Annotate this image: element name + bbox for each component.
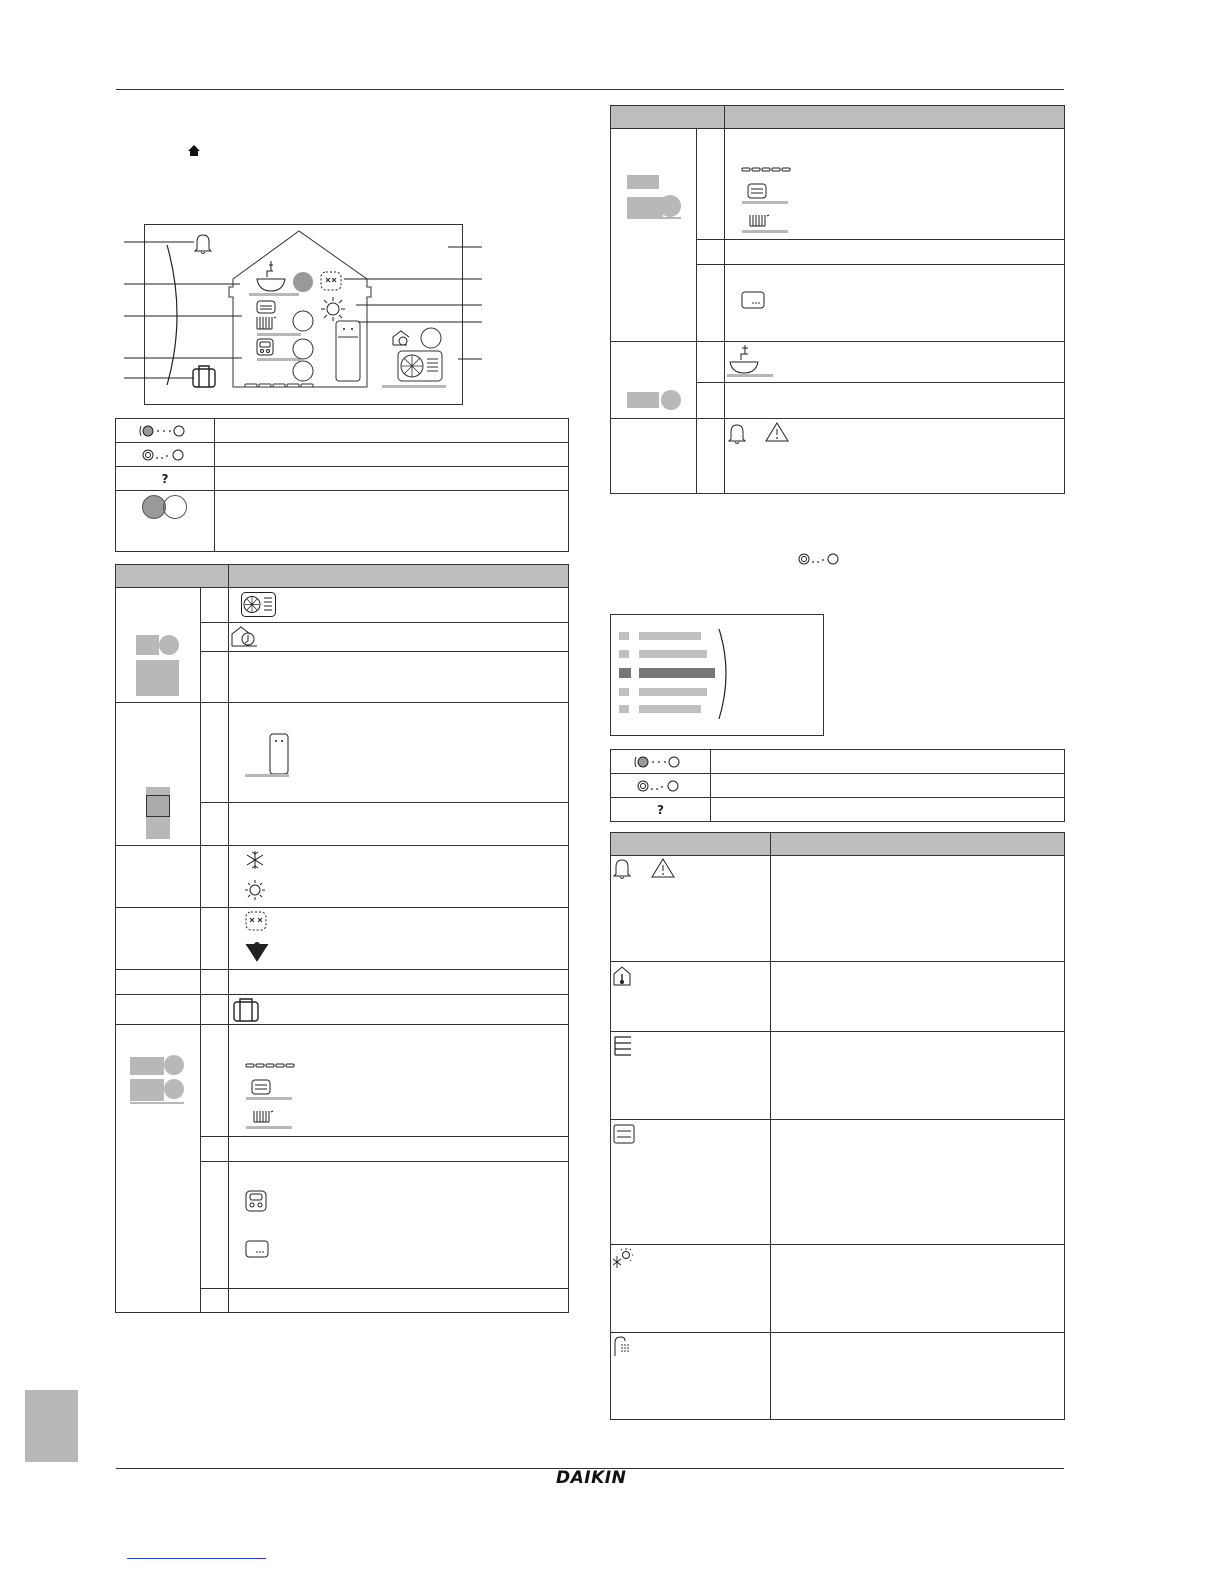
grey-underline [627,217,681,219]
grey-underline [742,201,788,204]
menu-screen-diagram [610,614,824,736]
grey-underline [727,374,773,377]
sun-icon [245,880,265,900]
cooling-heating-cell [229,846,569,908]
underfloor-heating-icon [741,167,791,173]
help-symbol: ? [161,471,169,486]
zone-controllers-cell [229,1162,569,1289]
user-interface-icon [245,1190,267,1212]
fan-coil-icon [747,183,767,199]
rotary-button-icon [635,779,685,793]
group-dhw-cell [611,342,697,419]
grey-block [136,635,159,655]
grey-block [130,1079,164,1101]
grey-circle [159,635,179,655]
zone-emitters-cell [229,1025,569,1137]
legend-rotary-cell [116,443,215,467]
underfloor-heating-icon [245,1063,295,1069]
group-tank-cell [116,703,201,846]
menu-malfunction-cell [611,856,771,962]
dial-icon [633,755,683,769]
grey-block [627,392,659,408]
bell-icon [613,858,631,880]
grey-circle [659,195,681,217]
grey-block [136,660,179,696]
remote-controller-icon [741,291,765,309]
footer-link-underline[interactable] [127,1558,266,1559]
rotary-button-icon [140,448,190,462]
callout-lines-left [124,230,244,390]
side-tab [25,1390,78,1462]
outdoor-temp-cell [229,623,569,652]
group-zones-cell [116,1025,201,1313]
dhw-tap-cell [725,342,1065,383]
status-table-left [115,564,569,1313]
grey-block [130,1057,164,1075]
grey-circle [164,1079,184,1099]
grey-block [627,175,659,189]
home-icon [188,145,200,156]
grey-underline [245,774,289,777]
menu-room-cell [611,962,771,1032]
menu-main-zone-cell [611,1032,771,1120]
legend-help-cell [611,798,711,822]
grey-underline [130,1102,184,1104]
holiday-cell [229,995,569,1025]
powerful-mode-icon [243,941,271,963]
fan-coil-icon [613,1124,635,1144]
radiator-icon [749,214,771,228]
remote-controller-icon [245,1240,269,1258]
rotary-button-icon [796,552,842,566]
legend-dial-cell [116,419,215,443]
quiet-powerful-cell [229,908,569,970]
tank-cell [229,703,569,803]
daikin-logo: DAIKIN [556,1468,627,1488]
group-outdoor-cell [116,588,201,703]
tap-icon [729,344,759,374]
group-zone2-cell [611,129,697,342]
legend-circles-cell [116,491,215,552]
outdoor-temp-icon [231,626,261,648]
heat-cool-icon [613,1248,633,1268]
quiet-mode-icon [245,911,267,931]
grey-underline [246,1097,292,1100]
grey-circle [661,390,681,410]
legend-table-right [610,749,1065,822]
radiator-icon [253,1110,275,1124]
white-circle [163,495,187,519]
suitcase-icon [233,998,259,1022]
legend-table-left [115,418,569,552]
warning-triangle-icon [765,422,789,442]
shower-icon [613,1336,635,1356]
header-rule [116,89,1064,90]
menu-space-heating-cell [611,1245,771,1333]
menu-dhw-cell [611,1333,771,1420]
legend-rotary-cell [611,774,711,798]
legend-help-cell [116,467,215,491]
bell-icon [728,423,746,445]
dhw-tank-icon [269,733,291,777]
underfloor-heating-icon [613,1036,633,1056]
snowflake-icon [245,850,265,870]
zone2-controller-cell [725,265,1065,342]
room-thermostat-icon [613,966,631,986]
outdoor-unit-cell [229,588,569,623]
legend-dial-cell [611,750,711,774]
zone2-emitters-cell [725,129,1065,240]
status-table-right [610,105,1065,494]
tank-window [146,795,170,817]
grey-underline [246,1126,292,1129]
grey-circle [164,1055,184,1075]
grey-underline [742,230,788,233]
warning-triangle-icon [651,858,675,878]
menu-additional-zone-cell [611,1120,771,1245]
help-symbol: ? [657,802,664,817]
fan-coil-icon [251,1079,271,1095]
callout-lines-right [340,240,485,370]
alarm-warning-cell [725,419,1065,494]
grey-block [627,197,663,217]
outdoor-unit-icon [241,592,277,618]
menu-table [610,832,1065,1420]
dial-icon [138,424,188,438]
